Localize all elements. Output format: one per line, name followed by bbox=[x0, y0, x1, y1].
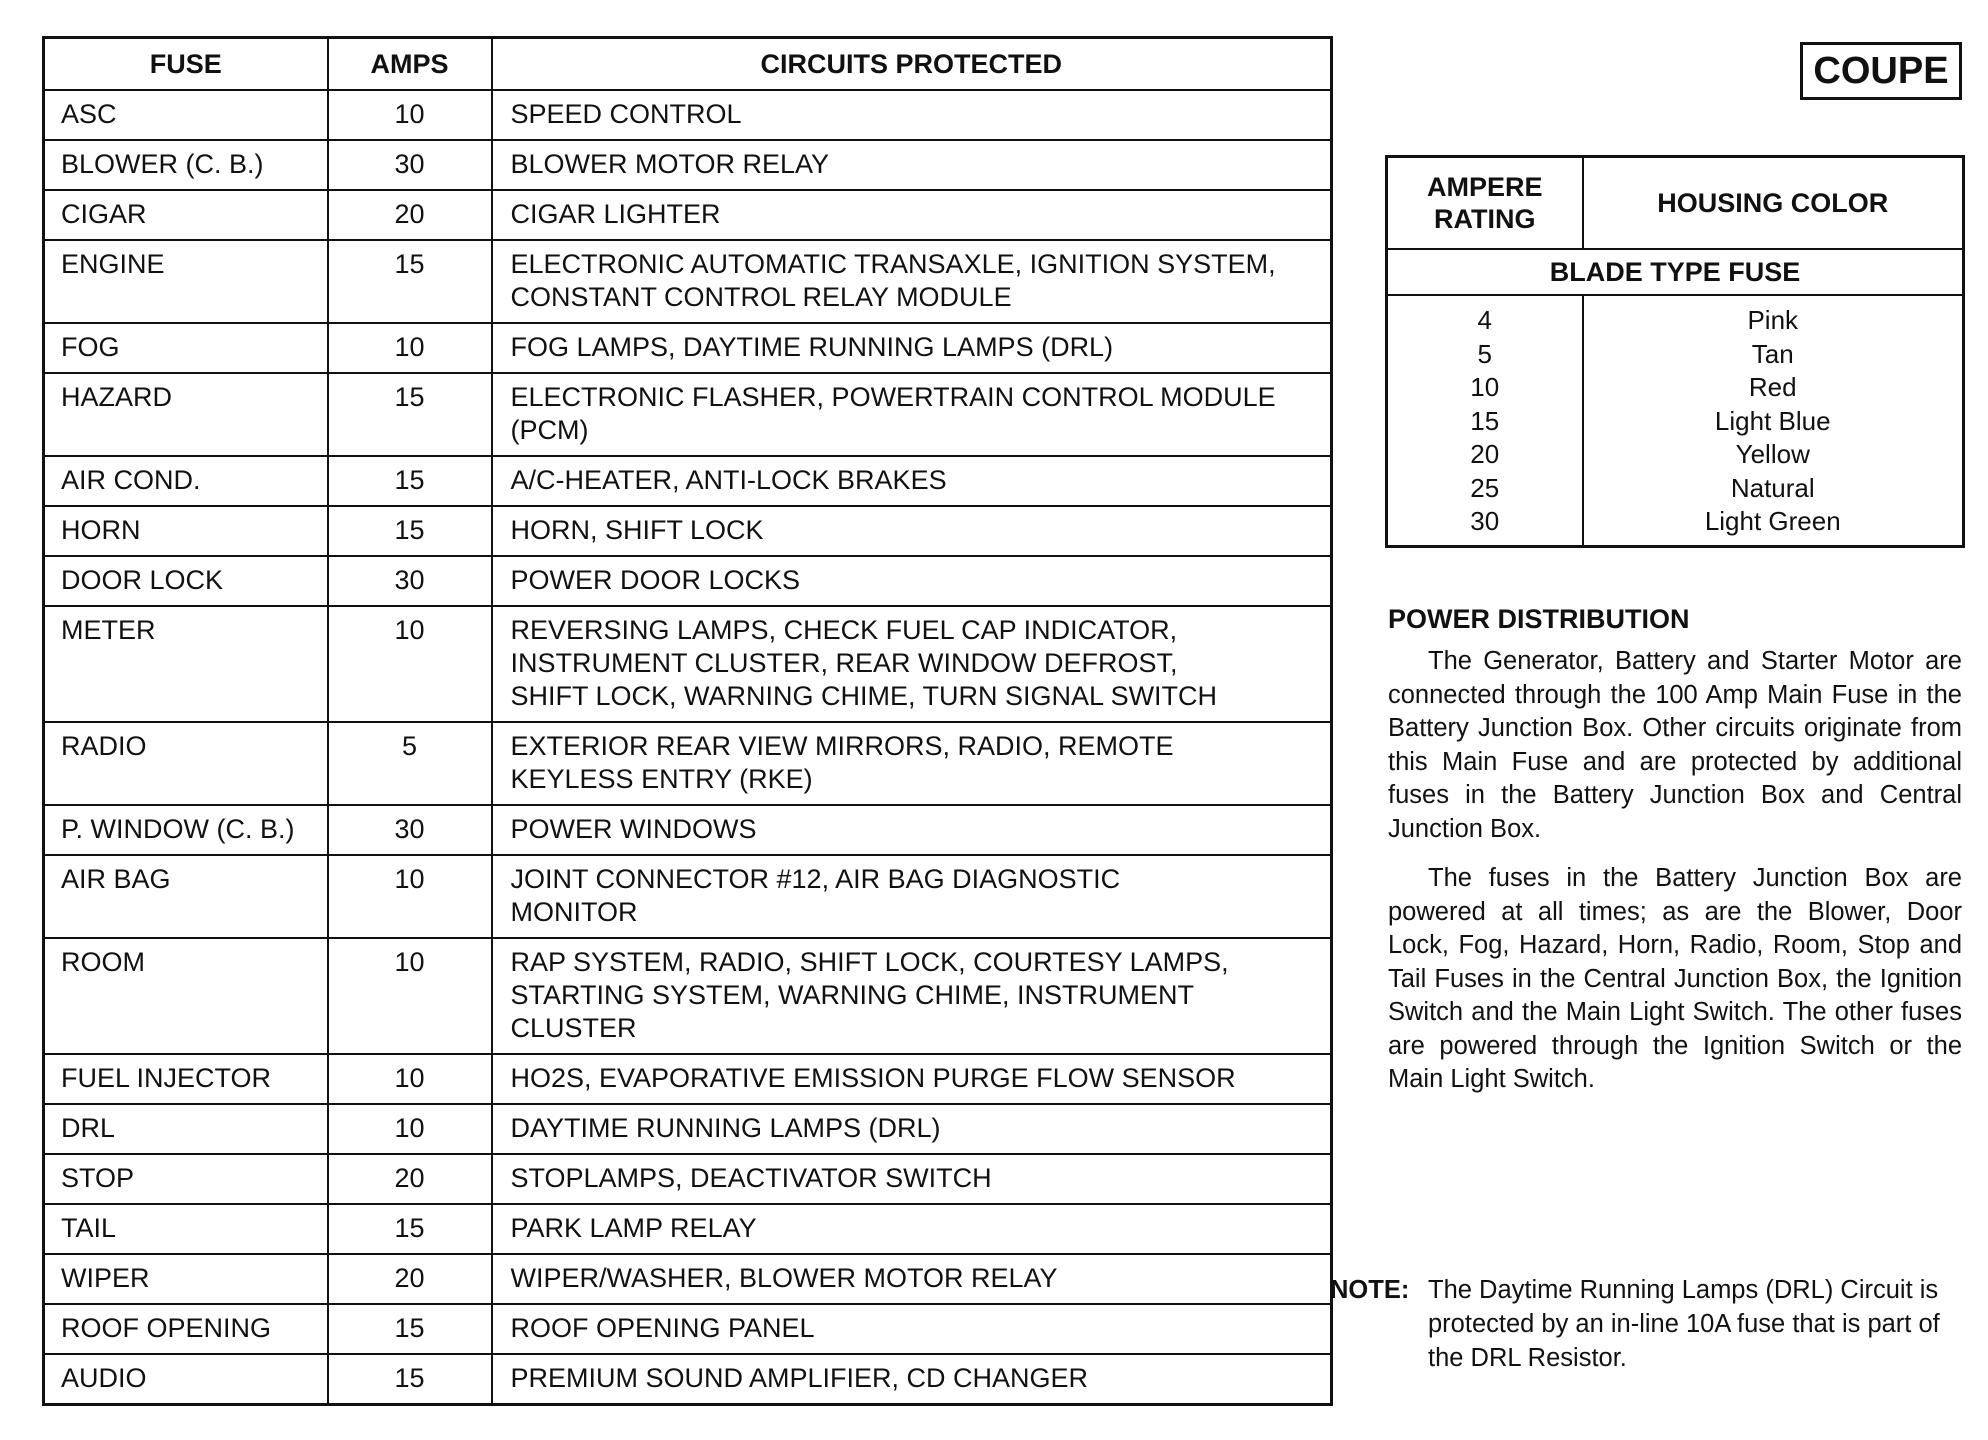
housing-color-value: Light Green bbox=[1704, 506, 1841, 536]
fuse-name: BLOWER (C. B.) bbox=[44, 140, 328, 190]
fuse-row bbox=[44, 1054, 1332, 1104]
color-column bbox=[1583, 295, 1964, 546]
fuse-row bbox=[44, 240, 1332, 323]
circuit-line: A/C-HEATER, ANTI-LOCK BRAKES bbox=[510, 465, 947, 495]
header-ampere-line-2: RATING bbox=[1434, 204, 1536, 234]
fuse-name: METER bbox=[44, 606, 328, 722]
fuse-circuits bbox=[492, 456, 1332, 506]
fuse-circuits bbox=[492, 373, 1332, 456]
housing-color-value: Light Blue bbox=[1714, 405, 1831, 436]
fuse-amps: 5 bbox=[328, 722, 492, 805]
fuse-name: FUEL INJECTOR bbox=[44, 1054, 328, 1104]
fuse-row bbox=[44, 373, 1332, 456]
housing-color-value: Yellow bbox=[1735, 439, 1810, 469]
ampere-color-table bbox=[1385, 155, 1965, 548]
fuse-amps: 15 bbox=[328, 1204, 492, 1254]
fuse-row bbox=[44, 556, 1332, 606]
fuse-circuits bbox=[492, 855, 1332, 938]
fuse-amps: 10 bbox=[328, 938, 492, 1054]
circuit-line: ROOF OPENING PANEL bbox=[510, 1313, 815, 1343]
fuse-row bbox=[44, 1254, 1332, 1304]
fuse-amps: 30 bbox=[328, 556, 492, 606]
circuit-line: MONITOR bbox=[510, 897, 638, 927]
header-ampere-line-1: AMPERE bbox=[1426, 172, 1543, 202]
ampere-rating-value: 20 bbox=[1470, 439, 1500, 469]
ampere-rating-value: 4 bbox=[1477, 305, 1492, 335]
circuit-line: ELECTRONIC FLASHER, POWERTRAIN CONTROL MODULE bbox=[510, 382, 1276, 412]
fuse-name: DRL bbox=[44, 1104, 328, 1154]
housing-color-value: Tan bbox=[1751, 338, 1794, 369]
fuse-name: AIR BAG bbox=[44, 855, 328, 938]
fuse-row bbox=[44, 456, 1332, 506]
circuit-line: INSTRUMENT CLUSTER, REAR WINDOW DEFROST, bbox=[510, 648, 1178, 678]
circuit-line: DAYTIME RUNNING LAMPS (DRL) bbox=[510, 1113, 941, 1143]
note-label: NOTE: bbox=[1330, 1276, 1410, 1304]
fuse-row bbox=[44, 855, 1332, 938]
housing-color-value: Pink bbox=[1747, 305, 1799, 335]
fuse-name: ASC bbox=[44, 90, 328, 140]
circuit-line: SHIFT LOCK, WARNING CHIME, TURN SIGNAL SWITCH bbox=[510, 681, 1218, 711]
fuse-table-body bbox=[44, 90, 1332, 1405]
fuse-name: TAIL bbox=[44, 1204, 328, 1254]
fuse-row bbox=[44, 805, 1332, 855]
fuse-row bbox=[44, 1354, 1332, 1405]
ampere-rating-value: 30 bbox=[1470, 506, 1500, 536]
subheader-blade-type: BLADE TYPE FUSE bbox=[1387, 249, 1964, 295]
housing-color-value: Natural bbox=[1730, 472, 1815, 503]
circuit-line: (PCM) bbox=[510, 415, 589, 445]
fuse-name: HAZARD bbox=[44, 373, 328, 456]
fuse-circuits bbox=[492, 90, 1332, 140]
fuse-amps: 10 bbox=[328, 1054, 492, 1104]
fuse-row bbox=[44, 938, 1332, 1054]
fuse-amps: 10 bbox=[328, 323, 492, 373]
fuse-circuits bbox=[492, 140, 1332, 190]
fuse-circuits bbox=[492, 1204, 1332, 1254]
fuse-circuits bbox=[492, 1254, 1332, 1304]
fuse-circuits bbox=[492, 938, 1332, 1054]
fuse-name: STOP bbox=[44, 1154, 328, 1204]
circuit-line: FOG LAMPS, DAYTIME RUNNING LAMPS (DRL) bbox=[510, 332, 1114, 362]
fuse-circuits bbox=[492, 1054, 1332, 1104]
fuse-row bbox=[44, 722, 1332, 805]
power-distribution bbox=[1388, 604, 1962, 1113]
circuit-line: CONSTANT CONTROL RELAY MODULE bbox=[510, 282, 1012, 312]
fuse-row bbox=[44, 140, 1332, 190]
fuse-name: P. WINDOW (C. B.) bbox=[44, 805, 328, 855]
circuit-line: CIGAR LIGHTER bbox=[510, 199, 721, 229]
fuse-amps: 15 bbox=[328, 1354, 492, 1405]
fuse-amps: 30 bbox=[328, 140, 492, 190]
coupe-label: COUPE bbox=[1800, 42, 1962, 100]
fuse-name: WIPER bbox=[44, 1254, 328, 1304]
fuse-circuits bbox=[492, 323, 1332, 373]
fuse-circuits bbox=[492, 805, 1332, 855]
fuse-amps: 20 bbox=[328, 190, 492, 240]
ampere-rating-value: 10 bbox=[1470, 372, 1500, 402]
fuse-amps: 20 bbox=[328, 1154, 492, 1204]
fuse-name: ROOM bbox=[44, 938, 328, 1054]
circuit-line: EXTERIOR REAR VIEW MIRRORS, RADIO, REMOTE bbox=[510, 731, 1174, 761]
fuse-name: RADIO bbox=[44, 722, 328, 805]
circuit-line: REVERSING LAMPS, CHECK FUEL CAP INDICATOR, bbox=[510, 615, 1178, 645]
fuse-name: AUDIO bbox=[44, 1354, 328, 1405]
ampere-rating-value: 15 bbox=[1470, 405, 1500, 436]
header-housing-color: HOUSING COLOR bbox=[1583, 157, 1964, 250]
fuse-amps: 15 bbox=[328, 506, 492, 556]
fuse-circuits bbox=[492, 190, 1332, 240]
circuit-line: ELECTRONIC AUTOMATIC TRANSAXLE, IGNITION SYSTEM, bbox=[510, 249, 1276, 279]
circuit-line: SPEED CONTROL bbox=[510, 99, 742, 129]
fuse-amps: 15 bbox=[328, 1304, 492, 1354]
fuse-name: ROOF OPENING bbox=[44, 1304, 328, 1354]
fuse-name: HORN bbox=[44, 506, 328, 556]
fuse-amps: 10 bbox=[328, 1104, 492, 1154]
fuse-row bbox=[44, 90, 1332, 140]
header-fuse: FUSE bbox=[44, 38, 328, 91]
fuse-circuits bbox=[492, 240, 1332, 323]
rating-column bbox=[1387, 295, 1583, 546]
fuse-name: AIR COND. bbox=[44, 456, 328, 506]
fuse-circuits bbox=[492, 1104, 1332, 1154]
fuse-row bbox=[44, 606, 1332, 722]
note bbox=[1330, 1273, 1970, 1375]
fuse-circuits bbox=[492, 556, 1332, 606]
circuit-line: CLUSTER bbox=[510, 1013, 637, 1043]
fuse-row bbox=[44, 506, 1332, 556]
circuit-line: POWER WINDOWS bbox=[510, 814, 757, 844]
fuse-amps: 10 bbox=[328, 90, 492, 140]
fuse-circuits bbox=[492, 1354, 1332, 1405]
circuit-line: STARTING SYSTEM, WARNING CHIME, INSTRUMENT bbox=[510, 980, 1195, 1010]
circuit-line: HO2S, EVAPORATIVE EMISSION PURGE FLOW SENSOR bbox=[510, 1063, 1236, 1093]
fuse-amps: 15 bbox=[328, 240, 492, 323]
circuit-line: WIPER/WASHER, BLOWER MOTOR RELAY bbox=[510, 1263, 1058, 1293]
circuit-line: RAP SYSTEM, RADIO, SHIFT LOCK, COURTESY LAMPS, bbox=[510, 947, 1229, 977]
fuse-circuits bbox=[492, 606, 1332, 722]
power-distribution-title: POWER DISTRIBUTION bbox=[1388, 604, 1690, 634]
fuse-circuits bbox=[492, 722, 1332, 805]
fuse-circuits bbox=[492, 1154, 1332, 1204]
fuse-table-header bbox=[44, 38, 1332, 91]
fuse-amps: 20 bbox=[328, 1254, 492, 1304]
fuse-table bbox=[42, 36, 1333, 1406]
circuit-line: JOINT CONNECTOR #12, AIR BAG DIAGNOSTIC bbox=[510, 864, 1121, 894]
fuse-amps: 10 bbox=[328, 606, 492, 722]
fuse-row bbox=[44, 323, 1332, 373]
fuse-circuits bbox=[492, 1304, 1332, 1354]
fuse-amps: 15 bbox=[328, 456, 492, 506]
fuse-row bbox=[44, 190, 1332, 240]
circuit-line: PREMIUM SOUND AMPLIFIER, CD CHANGER bbox=[510, 1363, 1089, 1393]
fuse-name: FOG bbox=[44, 323, 328, 373]
fuse-name: ENGINE bbox=[44, 240, 328, 323]
ampere-rating-value: 5 bbox=[1477, 338, 1492, 369]
circuit-line: POWER DOOR LOCKS bbox=[510, 565, 801, 595]
fuse-row bbox=[44, 1204, 1332, 1254]
fuse-amps: 15 bbox=[328, 373, 492, 456]
circuit-line: HORN, SHIFT LOCK bbox=[510, 515, 764, 545]
fuse-row bbox=[44, 1154, 1332, 1204]
power-paragraph-2: The fuses in the Battery Junction Box are powered at all times; as are the Blower, Door Lock, Fog, Hazard, Horn, Radio, Room, Stop and Tail Fuses in the Central Junction Box, the Ignition Switch and the Main Light Switch. The other fuses are powered through the Ignition Switch or the Main Light Switch. bbox=[1388, 864, 1962, 1093]
circuit-line: KEYLESS ENTRY (RKE) bbox=[510, 764, 813, 794]
fuse-row bbox=[44, 1304, 1332, 1354]
circuit-line: STOPLAMPS, DEACTIVATOR SWITCH bbox=[510, 1163, 992, 1193]
header-amps: AMPS bbox=[328, 38, 492, 91]
circuit-line: PARK LAMP RELAY bbox=[510, 1213, 757, 1243]
ampere-rating-value: 25 bbox=[1470, 472, 1500, 503]
power-paragraph-1: The Generator, Battery and Starter Motor are connected through the 100 Amp Main Fuse in the Battery Junction Box. Other circuits originate from this Main Fuse and are protected by additional fuses in the Battery Junction Box and Central Junction Box. bbox=[1388, 647, 1962, 843]
fuse-circuits bbox=[492, 506, 1332, 556]
fuse-amps: 10 bbox=[328, 855, 492, 938]
note-text: The Daytime Running Lamps (DRL) Circuit is protected by an in-line 10A fuse that is part of the DRL Resistor. bbox=[1428, 1276, 1940, 1372]
fuse-row bbox=[44, 1104, 1332, 1154]
header-ampere-rating bbox=[1387, 157, 1583, 250]
fuse-name: CIGAR bbox=[44, 190, 328, 240]
circuit-line: BLOWER MOTOR RELAY bbox=[510, 149, 830, 179]
housing-color-value: Red bbox=[1748, 372, 1797, 402]
fuse-amps: 30 bbox=[328, 805, 492, 855]
header-circuits: CIRCUITS PROTECTED bbox=[492, 38, 1332, 91]
fuse-name: DOOR LOCK bbox=[44, 556, 328, 606]
